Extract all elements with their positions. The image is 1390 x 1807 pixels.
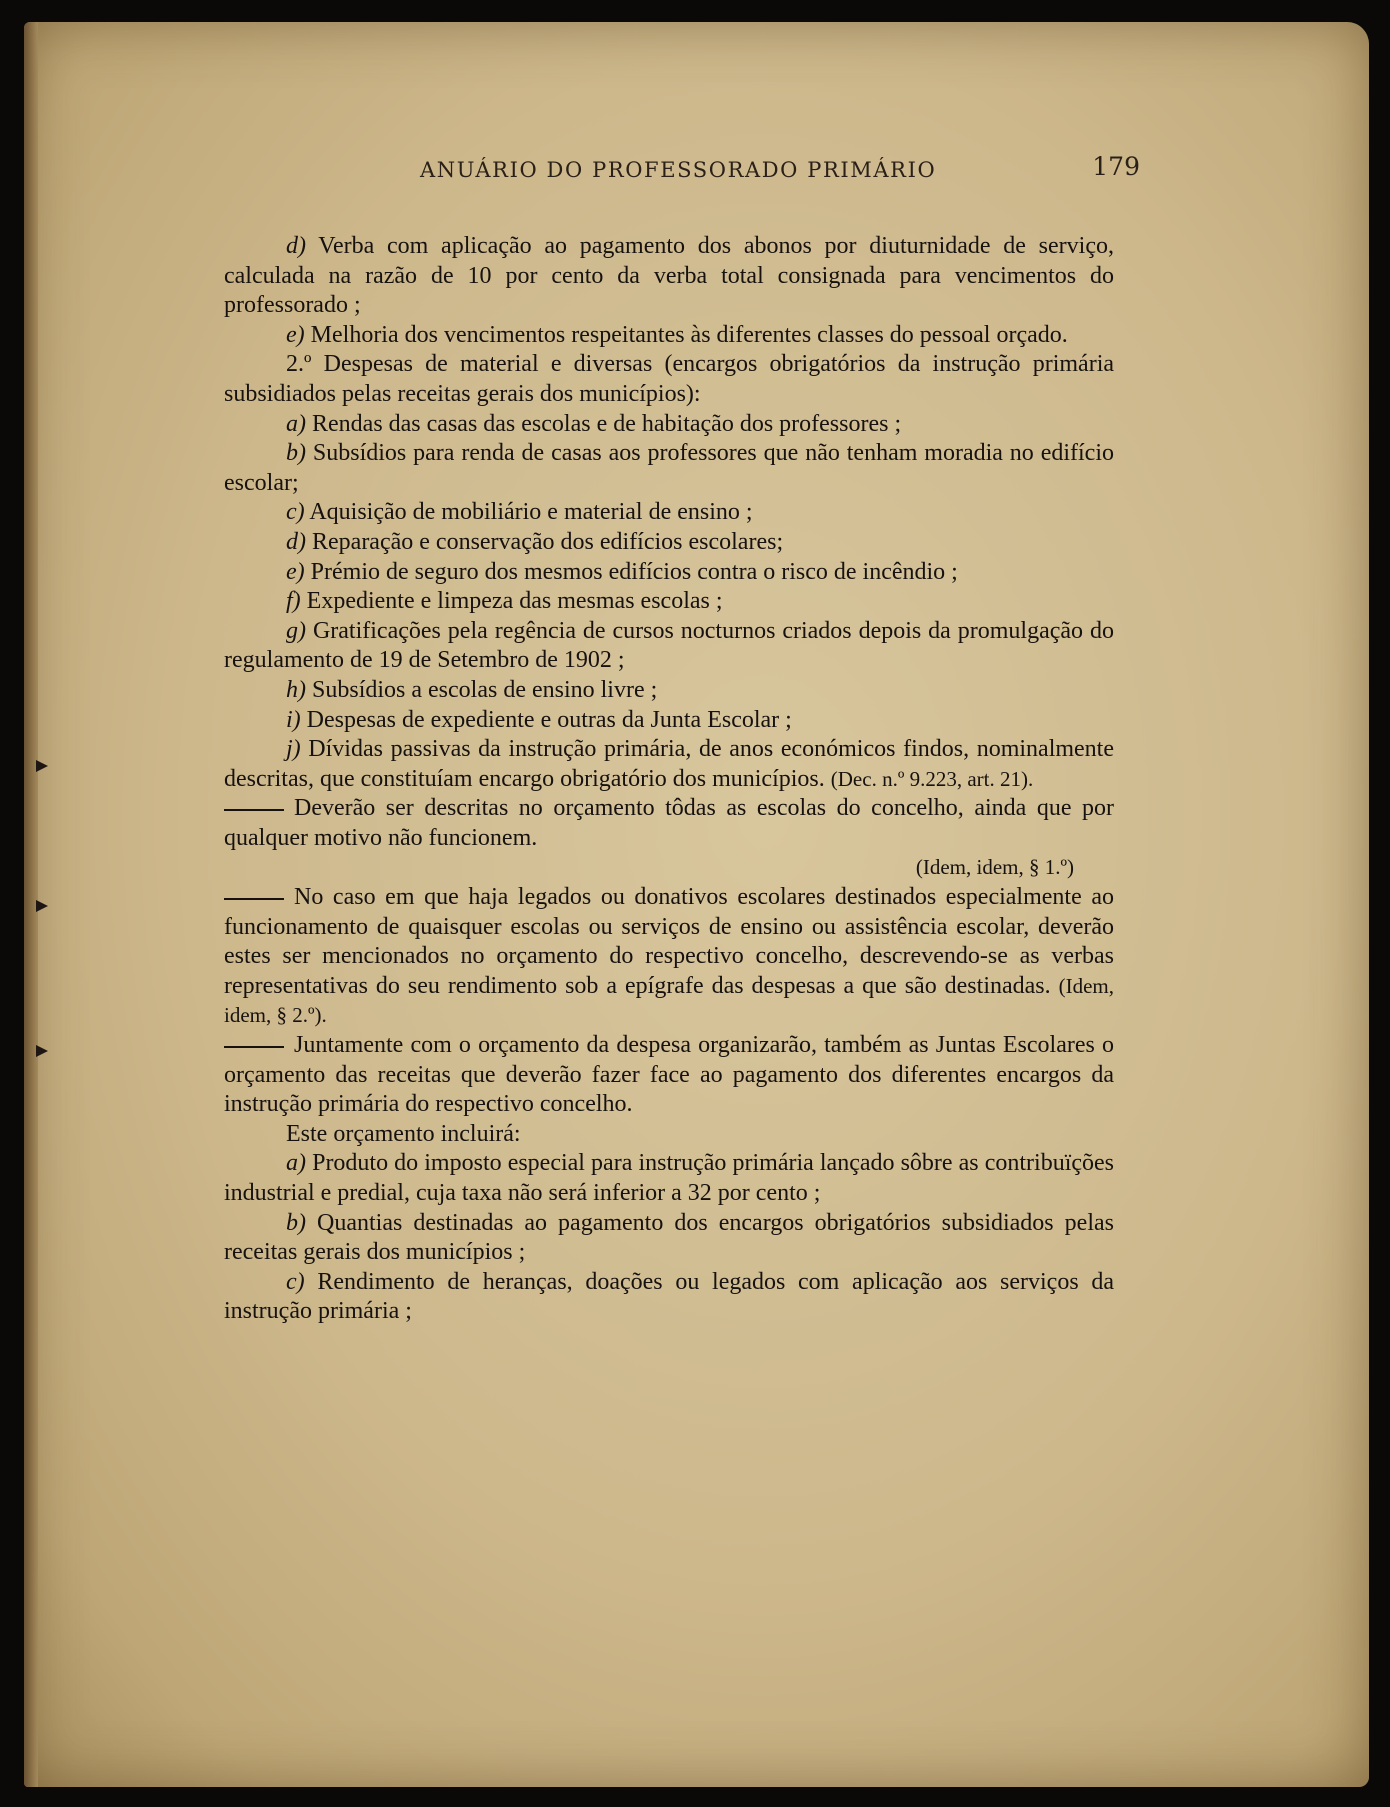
list-item: j) Dívidas passivas da instrução primária, de anos económicos findos, nominalmente descritas, que constituíam encargo obrigatório dos municípios. (Dec. n.º 9.223, art. 21). [224, 736, 1114, 792]
margin-arrow-icon [36, 900, 48, 912]
list-item: a) Produto do imposto especial para instrução primária lançado sôbre as contribuïções industrial e predial, cuja taxa não será inferior a 32 por cento ; [224, 1150, 1115, 1206]
list-item: c) Aquisição de mobiliário e material de ensino ; [286, 499, 753, 526]
list-item: f) Expediente e limpeza das mesmas escolas ; [286, 588, 723, 615]
margin-arrow-icon [36, 760, 48, 772]
book-page [24, 22, 1369, 1787]
dash-rule [224, 809, 284, 811]
list-item: e) Melhoria dos vencimentos respeitantes às diferentes classes do pessoal orçado. [286, 321, 1068, 348]
running-title: ANUÁRIO DO PROFESSORADO PRIMÁRIO [420, 158, 937, 182]
list-item: b) Quantias destinadas ao pagamento dos encargos obrigatórios subsidiados pelas receitas gerais dos municípios ; [224, 1209, 1114, 1266]
page-number: 179 [1092, 152, 1140, 181]
list-item: d) Reparação e conservação dos edifícios escolares; [286, 528, 784, 555]
page-header [420, 152, 1140, 184]
note-paragraph: Juntamente com o orçamento da despesa organizarão, também as Juntas Escolares o orçamento das receitas que deverão fazer face ao pagamento dos diferentes encargos da instrução primária do respectivo concelho. [224, 1032, 1114, 1118]
note-paragraph: No caso em que haja legados ou donativos escolares destinados especialmente ao funcionamento de quaisquer escolas ou serviços de ensino ou assistência escolar, deverão estes ser mencionados no orçamento do respectivo concelho, descrevendo-se as verbas representativas do seu rendimento sob a epígrafe das despesas a que são destinadas. (Idem, idem, § 2.º). [224, 884, 1115, 1028]
citation: (Idem, idem, § 2.º). [224, 973, 1115, 1028]
dash-rule [224, 1046, 284, 1048]
list-item: c) Rendimento de heranças, doações ou legados com aplicação aos serviços da instrução primária ; [224, 1268, 1115, 1325]
note-paragraph: Deverão ser descritas no orçamento tôdas as escolas do concelho, ainda que por qualquer motivo não funcionem. [224, 795, 1114, 851]
section-heading-item: 2.º Despesas de material e diversas (encargos obrigatórios da instrução primária subsidiados pelas receitas gerais dos municípios): [224, 351, 1115, 407]
list-item: h) Subsídios a escolas de ensino livre ; [286, 676, 658, 703]
list-item: a) Rendas das casas das escolas e de habitação dos professores ; [286, 410, 902, 437]
list-item: e) Prémio de seguro dos mesmos edifícios contra o risco de incêndio ; [286, 558, 958, 585]
intro-line: Este orçamento incluirá: [286, 1120, 521, 1147]
citation: (Idem, idem, § 1.º) [915, 855, 1074, 880]
margin-arrow-icon [36, 1045, 48, 1057]
citation: (Dec. n.º 9.223, art. 21). [830, 766, 1034, 791]
page-body [224, 232, 1114, 1327]
dash-rule [224, 898, 284, 900]
list-item: g) Gratificações pela regência de cursos nocturnos criados depois da promulgação do regulamento de 19 de Setembro de 1902 ; [224, 617, 1114, 674]
list-item: b) Subsídios para renda de casas aos professores que não tenham moradia no edifício escolar; [224, 440, 1114, 496]
list-item: d) Verba com aplicação ao pagamento dos abonos por diuturnidade de serviço, calculada na razão de 10 por cento da verba total consignada para vencimentos do professorado ; [224, 233, 1114, 319]
list-item: i) Despesas de expediente e outras da Junta Escolar ; [286, 706, 792, 733]
